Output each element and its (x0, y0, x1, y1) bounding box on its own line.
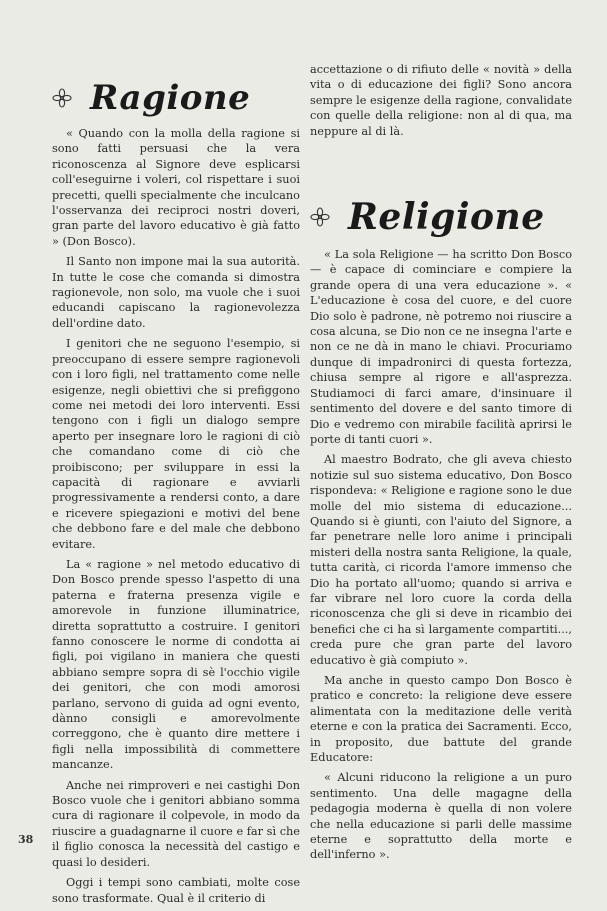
flower-ornament-icon (52, 88, 72, 108)
paragraph: Il Santo non impone mai la sua autorità. In tutte le cose che comanda si dimostra ragionevole, non solo, ma vuole che i suoi educandi capiscano la ragionevolezza dell'ordine dato. (52, 255, 300, 330)
paragraph: Anche nei rimproveri e nei castighi Don Bosco vuole che i genitori abbiano somma cura di ragionare il colpevole, in modo da riuscire a guadagnarne il cuore e far sì che il figlio conosca la necessità del castigo e quasi lo desideri. (52, 778, 300, 869)
paragraph-continuation: accettazione o di rifiuto delle « novità » della vita o di educazione dei figli? Sono ancora sempre le esigenze della ragione, convalidate con quelle della religione: non al di qua, ma neppure al di là. (310, 63, 572, 138)
paragraph: I genitori che ne seguono l'esempio, si preoccupano di essere sempre ragionevoli con i loro figli, nel trattamento come nelle esigenze, negli obiettivi che si prefiggono come nei metodi dei loro interventi. Essi tengono con i figli un dialogo sempre aperto per insegnare loro le ragioni di ciò che comandano come di ciò che proibiscono; per sviluppare in essi la capacità di ragionare e avviarli progressivamente a rendersi conto, a dare e ricevere spiegazioni e motivi del bene che debbono fare e del male che debbono evitare. (52, 337, 300, 551)
paragraph: « Alcuni riducono la religione a un puro sentimento. Una delle magagne della pedagogia moderna è quella di non volere che nella educazione si parli delle massime eterne e soprattutto della morte e dell'inferno ». (310, 771, 572, 862)
section-heading-religione (310, 187, 572, 247)
paragraph: « Quando con la molla della ragione si sono fatti persuasi che la vera riconoscenza al Signore deve esplicarsi coll'eseguirne i voleri, col rispettare i suoi precetti, quelli specialmente che inculcano l'osservanza dei reciproci nostri doveri, gran parte del lavoro educativo è già fatto » (Don Bosco). (52, 127, 300, 248)
paragraph: « La sola Religione — ha scritto Don Bosco — è capace di cominciare e compiere la grande opera di una vera educazione ». « L'educazione è cosa del cuore, e del cuore Dio solo è padrone, nè potremo noi riuscire a cosa alcuna, se Dio non ce ne insegna l'arte e non ce ne dà in mano le chiavi. Procuriamo dunque di impadronirci di questa fortezza, chiusa sempre al rigore e all'asprezza. Studiamoci di farci amare, d'insinuare il sentimento del dovere e del santo timore di Dio e vedremo con mirabile facilità aprirsi le porte di tanti cuori ». (310, 248, 572, 446)
page-number: 38 (18, 833, 34, 846)
section-heading-ragione (52, 70, 300, 126)
flower-ornament-icon (310, 207, 330, 227)
section-title: Ragione (90, 78, 251, 118)
right-column (310, 62, 572, 868)
left-column (52, 62, 300, 911)
paragraph: Al maestro Bodrato, che gli aveva chiesto notizie sul suo sistema educativo, Don Bosco rispondeva: « Religione e ragione sono le due molle del mio sistema di educazione... Quando si è giunti, con l'aiuto del Signore, a far penetrare nelle loro anime i principali misteri della nostra santa Religione, la quale, tutta carità, ci ricorda l'amore immenso che Dio ha portato all'uomo; quando si arriva e far vibrare nel loro cuore la corda della riconoscenza che gli si deve in ricambio dei benefici che ci ha sì largamente compartiti..., creda pure che gran parte del lavoro educativo è già compiuto ». (310, 453, 572, 667)
section-title: Religione (348, 196, 545, 239)
paragraph: La « ragione » nel metodo educativo di Don Bosco prende spesso l'aspetto di una paterna e fraterna presenza vigile e amorevole in funzione illuminatrice, diretta soprattutto a costruire. I genitori fanno conoscere le norme di condotta ai figli, poi vigilano in maniera che questi abbiano sempre sopra di sè l'occhio vigile dei genitori, che con modi amorosi parlano, servono di guida ad ogni evento, dànno consigli e amorevolmente correggono, che è quanto dire mettere i figli nella impossibilità di commettere mancanze. (52, 557, 300, 772)
paragraph: Oggi i tempi sono cambiati, molte cose sono trasformate. Qual è il criterio di (52, 876, 300, 905)
paragraph: Ma anche in questo campo Don Bosco è pratico e concreto: la religione deve essere alimentata con la meditazione delle verità eterne e con la pratica dei Sacramenti. Ecco, in proposito, due battute del grande Educatore: (310, 674, 572, 765)
